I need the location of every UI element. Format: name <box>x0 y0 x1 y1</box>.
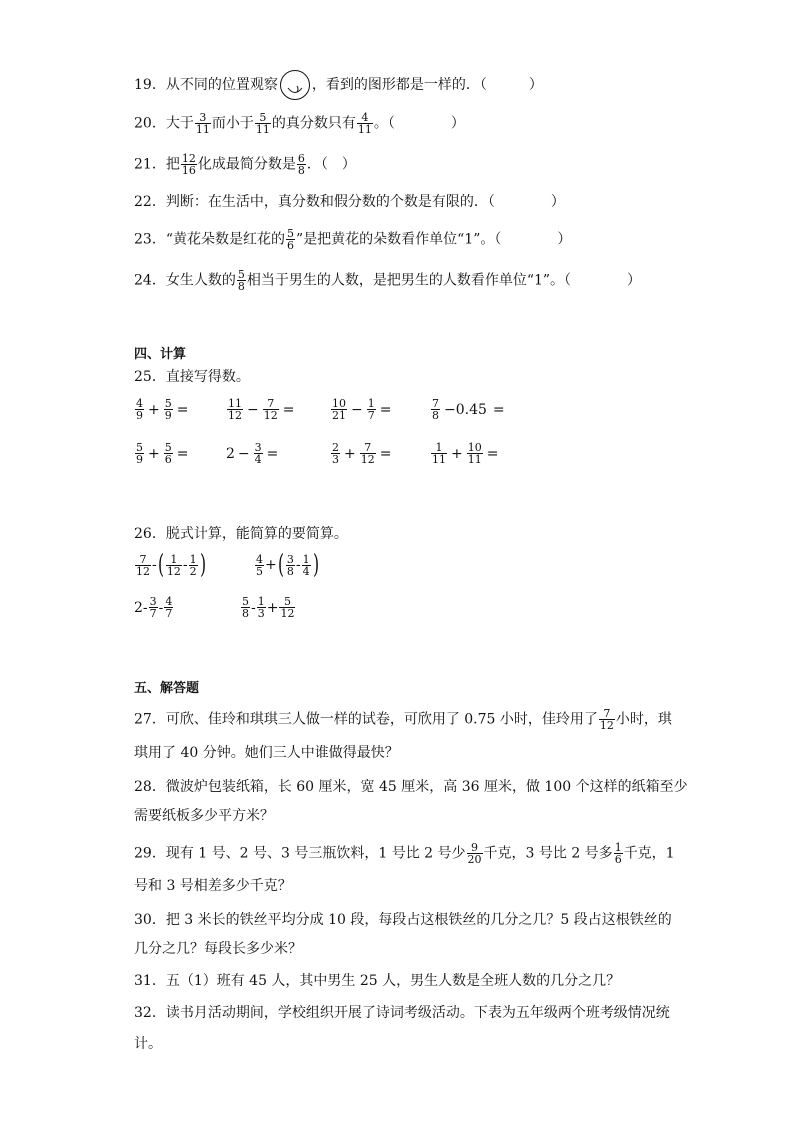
section-title-calc: 四、计算 <box>134 347 187 362</box>
question-19: 19．从不同的位置观察 ，看到的图形都是一样的．（ ） <box>134 70 543 100</box>
expression-3: 2 - $\frac{3}{7}$ - $\frac{4}{7}$ <box>134 595 173 620</box>
oral-calc-item: $\frac{1}{11}$ + $\frac{10}{11}$ = <box>432 441 499 466</box>
oral-calc-item: 2 − $\frac{3}{4}$ = <box>226 441 279 466</box>
expression-4: $\frac{5}{8}$ - $\frac{1}{3}$ + $\frac{5}{12}$ <box>242 595 295 620</box>
question-22: 22．判断：在生活中，真分数和假分数的个数是有限的．（ ） <box>134 194 565 210</box>
question-31: 31．五（1）班有 45 人，其中男生 25 人，男生人数是全班人数的几分之几？ <box>134 973 621 989</box>
question-29-cont: 号和 3 号相差多少千克？ <box>134 878 292 894</box>
expression-1: $\frac{7}{12}$ - ( $\frac{1}{12}$ - $\frac{1}{2}$ ) <box>136 550 206 580</box>
expression-2: $\frac{4}{5}$ + ( $\frac{3}{8}$ - $\frac{1}{4}$ ) <box>256 550 319 580</box>
fraction: $\frac{5}{6}$ <box>286 227 294 252</box>
question-28-cont: 需要纸板多少平方米？ <box>134 808 274 824</box>
fraction: $\frac{4}{11}$ <box>357 111 372 136</box>
oral-calc-item: $\frac{2}{3}$ + $\frac{7}{12}$ = <box>332 441 392 466</box>
oral-calc-item: $\frac{4}{9}$ + $\frac{5}{9}$ = <box>136 397 189 422</box>
oral-calc-item: $\frac{5}{9}$ + $\frac{5}{6}$ = <box>136 441 189 466</box>
question-24: 24．女生人数的 $\frac{5}{8}$ 相当于男生的人数，是把男生的人数看作单位“1”。（ ） <box>134 268 642 293</box>
question-23: 23．“黄花朵数是红花的 $\frac{5}{6}$ ”是把黄花的朵数看作单位“1”。（ ） <box>134 227 572 252</box>
question-32: 32．读书月活动期间，学校组织开展了诗词考级活动。下表为五年级两个班考级情况统 <box>134 1005 670 1021</box>
fraction: $\frac{6}{8}$ <box>297 152 305 177</box>
question-26: 26．脱式计算，能简算的要简算。 <box>134 526 348 542</box>
fraction: $\frac{12}{16}$ <box>181 152 196 177</box>
fraction: $\frac{5}{11}$ <box>255 111 270 136</box>
question-30: 30．把 3 米长的铁丝平均分成 10 段，每段占这根铁丝的几分之几？5 段占这根铁丝的 <box>134 912 672 928</box>
question-32-cont: 计。 <box>134 1036 162 1052</box>
circle-figure-icon <box>280 70 310 100</box>
fraction: $\frac{3}{11}$ <box>195 111 210 136</box>
question-29: 29．现有 1 号、2 号、3 号三瓶饮料，1 号比 2 号少 $\frac{9}{20}$ 千克，3 号比 2 号多 $\frac{1}{6}$ 千克，1 <box>134 841 675 866</box>
question-30-cont: 几分之几？每段长多少米？ <box>134 941 302 957</box>
question-27: 27．可欣、佳玲和琪琪三人做一样的试卷，可欣用了 0.75 小时，佳玲用了 $\frac{7}{12}$ 小时，琪 <box>134 707 672 732</box>
question-28: 28．微波炉包装纸箱，长 60 厘米，宽 45 厘米，高 36 厘米，做 100 个这样的纸箱至少 <box>134 779 688 795</box>
oral-calc-item: $\frac{11}{12}$ − $\frac{7}{12}$ = <box>228 397 295 422</box>
oral-calc-item: $\frac{10}{21}$ − $\frac{1}{7}$ = <box>332 397 392 422</box>
question-27-cont: 琪用了 40 分钟。她们三人中谁做得最快？ <box>134 745 399 761</box>
fraction: $\frac{5}{8}$ <box>237 268 245 293</box>
question-21: 21．把 $\frac{12}{16}$ 化成最简分数是 $\frac{6}{8}$ ．（ ） <box>134 152 356 177</box>
section-title-solve: 五、解答题 <box>134 681 200 696</box>
oral-calc-item: $\frac{7}{8}$ −0.45 = <box>432 397 505 422</box>
question-25: 25．直接写得数。 <box>134 369 250 385</box>
question-20: 20．大于 $\frac{3}{11}$ 而小于 $\frac{5}{11}$ 的真分数只有 $\frac{4}{11}$ 。（ ） <box>134 111 465 136</box>
